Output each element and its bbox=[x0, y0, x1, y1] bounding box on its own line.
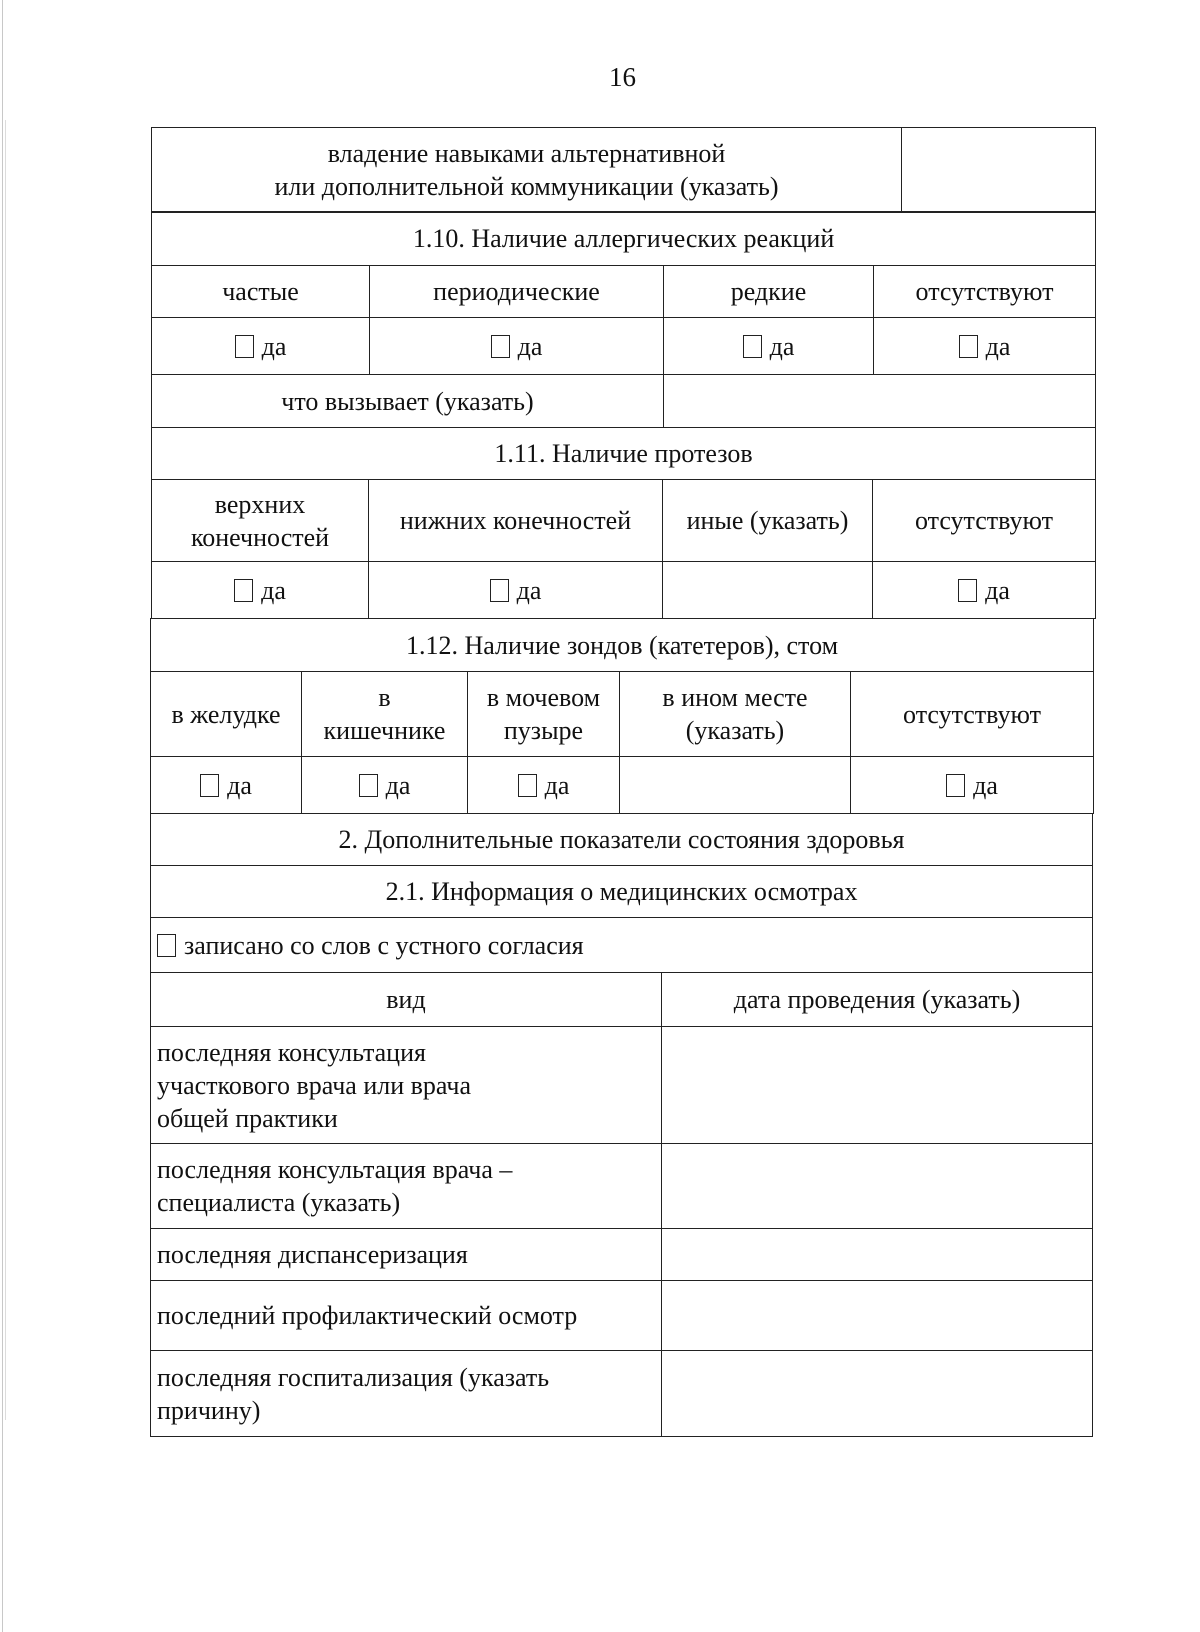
exam-type-label bbox=[151, 1351, 662, 1437]
checkbox-label: да bbox=[261, 331, 287, 361]
probes-bladder-cell bbox=[468, 757, 620, 814]
checkbox[interactable] bbox=[234, 579, 253, 602]
prosthesis-upper-cell bbox=[152, 562, 369, 619]
prosthesis-table bbox=[151, 427, 1096, 619]
exam-type-line: участкового врача или врача bbox=[157, 1070, 472, 1100]
exam-date-cell[interactable] bbox=[662, 1281, 1093, 1351]
exam-type-label bbox=[151, 1281, 662, 1351]
column-header-type: вид bbox=[151, 973, 662, 1027]
column-header-date: дата проведения (указать) bbox=[662, 973, 1093, 1027]
checkbox-label: да bbox=[985, 331, 1011, 361]
scan-edge-line bbox=[5, 120, 6, 1420]
prosthesis-other-value-cell[interactable] bbox=[663, 562, 873, 619]
exam-type-line: последняя консультация врача – bbox=[157, 1155, 513, 1184]
header-line: (указать) bbox=[685, 716, 785, 745]
allergy-header-absent: отсутствуют bbox=[874, 266, 1096, 318]
probes-section-title: 1.12. Наличие зондов (катетеров), стом bbox=[151, 619, 1094, 672]
header-line: кишечнике bbox=[323, 716, 446, 745]
allergy-cause-label: что вызывает (указать) bbox=[152, 375, 664, 428]
section2-subtitle: 2.1. Информация о медицинских осмотрах bbox=[151, 866, 1093, 918]
communication-table bbox=[151, 127, 1096, 213]
allergy-table bbox=[151, 211, 1096, 428]
checkbox-label: да bbox=[261, 575, 286, 605]
allergy-absent-cell bbox=[874, 318, 1096, 375]
probes-other-value-cell[interactable] bbox=[620, 757, 851, 814]
exam-type-label bbox=[151, 1027, 662, 1144]
communication-label bbox=[152, 128, 902, 213]
checkbox[interactable] bbox=[743, 335, 762, 358]
probes-table bbox=[150, 618, 1094, 814]
header-line: в мочевом bbox=[486, 683, 601, 712]
checkbox[interactable] bbox=[200, 774, 219, 797]
exam-type-line: последняя госпитализация (указать bbox=[157, 1362, 550, 1392]
exam-type-line: специалиста (указать) bbox=[157, 1188, 401, 1217]
communication-label-line: владение навыками альтернативной bbox=[327, 139, 726, 168]
allergy-header-periodic: периодические bbox=[370, 266, 664, 318]
checkbox[interactable] bbox=[491, 335, 510, 358]
exam-type-line: последняя консультация bbox=[157, 1037, 426, 1067]
probes-stomach-cell bbox=[151, 757, 302, 814]
oral-consent-label: записано со слов с устного согласия bbox=[184, 930, 584, 960]
header-line: конечностей bbox=[190, 522, 330, 552]
prosthesis-header-upper bbox=[152, 480, 369, 562]
checkbox[interactable] bbox=[157, 934, 176, 957]
probes-intestine-cell bbox=[302, 757, 468, 814]
communication-value-cell[interactable] bbox=[902, 128, 1096, 213]
checkbox[interactable] bbox=[490, 579, 509, 602]
allergy-frequent-cell bbox=[152, 318, 370, 375]
header-line: в ином месте bbox=[662, 683, 808, 712]
exam-type-label bbox=[151, 1229, 662, 1281]
probes-header-other bbox=[620, 672, 851, 757]
page-number: 16 bbox=[609, 62, 636, 92]
exam-type-label bbox=[151, 1144, 662, 1229]
checkbox[interactable] bbox=[235, 335, 254, 358]
allergy-cause-value-cell[interactable] bbox=[664, 375, 1096, 428]
communication-label-line: или дополнительной коммуникации (указать) bbox=[274, 172, 779, 201]
checkbox-label: да bbox=[385, 770, 411, 800]
exam-date-cell[interactable] bbox=[662, 1144, 1093, 1229]
allergy-header-frequent: частые bbox=[152, 266, 370, 318]
checkbox-label: да bbox=[985, 575, 1010, 605]
exam-date-cell[interactable] bbox=[662, 1229, 1093, 1281]
probes-absent-cell bbox=[851, 757, 1094, 814]
probes-header-absent: отсутствуют bbox=[851, 672, 1094, 757]
checkbox-label: да bbox=[517, 331, 543, 361]
header-line: пузыре bbox=[503, 716, 584, 745]
probes-header-intestine bbox=[302, 672, 468, 757]
checkbox-label: да bbox=[544, 770, 570, 800]
checkbox-label: да bbox=[973, 770, 998, 800]
prosthesis-absent-cell bbox=[873, 562, 1096, 619]
checkbox[interactable] bbox=[959, 335, 978, 358]
probes-header-bladder bbox=[468, 672, 620, 757]
exam-date-cell[interactable] bbox=[662, 1351, 1093, 1437]
health-indicators-table bbox=[150, 813, 1093, 1437]
prosthesis-header-absent: отсутствуют bbox=[873, 480, 1096, 562]
prosthesis-section-title: 1.11. Наличие протезов bbox=[152, 428, 1096, 480]
checkbox-label: да bbox=[516, 575, 542, 605]
section2-title: 2. Дополнительные показатели состояния здоровья bbox=[151, 814, 1093, 866]
prosthesis-header-other: иные (указать) bbox=[663, 480, 873, 562]
scan-edge-line bbox=[2, 0, 3, 1632]
allergy-rare-cell bbox=[664, 318, 874, 375]
exam-type-line: последний профилактический осмотр bbox=[157, 1301, 578, 1330]
exam-type-line: общей практики bbox=[157, 1103, 338, 1133]
exam-type-line: причину) bbox=[157, 1395, 261, 1425]
exam-date-cell[interactable] bbox=[662, 1027, 1093, 1144]
checkbox[interactable] bbox=[958, 579, 977, 602]
probes-header-stomach: в желудке bbox=[151, 672, 302, 757]
oral-consent-row bbox=[151, 918, 1093, 973]
prosthesis-header-lower: нижних конечностей bbox=[369, 480, 663, 562]
checkbox-label: да bbox=[227, 770, 252, 800]
allergy-section-title: 1.10. Наличие аллергических реакций bbox=[152, 212, 1096, 266]
header-line: в bbox=[378, 683, 391, 712]
checkbox[interactable] bbox=[518, 774, 537, 797]
allergy-header-rare: редкие bbox=[664, 266, 874, 318]
allergy-periodic-cell bbox=[370, 318, 664, 375]
checkbox[interactable] bbox=[359, 774, 378, 797]
exam-type-line: последняя диспансеризация bbox=[157, 1240, 468, 1269]
checkbox[interactable] bbox=[946, 774, 965, 797]
header-line: верхних bbox=[214, 489, 306, 519]
prosthesis-lower-cell bbox=[369, 562, 663, 619]
checkbox-label: да bbox=[769, 331, 795, 361]
